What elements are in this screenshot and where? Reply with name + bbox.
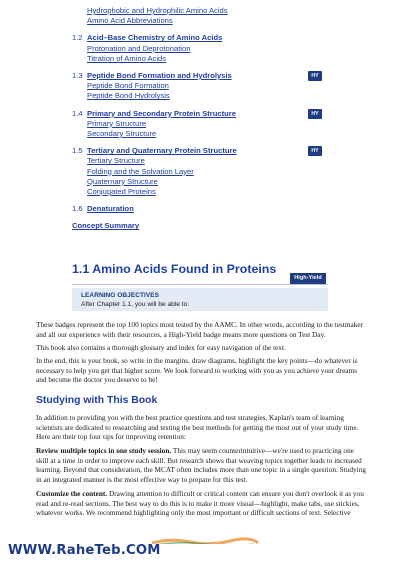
heading-divider: [72, 284, 328, 285]
chapter-heading: 1.1 Amino Acids Found in Proteins: [72, 262, 277, 276]
tip-text: This may seem counterintuitive—we're used to practicing one skill at a time in order to improve each skill. But research shows that weaving topics together leads to increased learning. Beyond that consideration, the MCAT often includes more than one topic in a single question. Studying in an integrated manner is the most effective way to prepare for this test.: [36, 446, 366, 485]
paragraph-tip-multiple-topics: [36, 446, 366, 485]
toc-section-number: 1.2: [72, 33, 83, 43]
toc-section-number: 1.6: [72, 204, 83, 214]
toc-link-titration[interactable]: Titration of Amino Acids: [87, 53, 167, 63]
toc-section-1-2: [72, 33, 332, 43]
paragraph-intro-tips: In addition to providing you with the best practice questions and test strategies, Kaplan's team of learning scientists are dedicated to researching and testing the best methods for getting the most out of your study time. Here are their top four tips for improving retention:: [36, 413, 359, 442]
high-yield-icon: HY: [308, 109, 322, 119]
toc-section-number: 1.3: [72, 71, 83, 81]
toc-link-secondary-structure[interactable]: Secondary Structure: [87, 129, 157, 139]
paragraph-tip-customize: [36, 489, 366, 518]
toc-link-tertiary-structure[interactable]: Tertiary Structure: [87, 156, 145, 166]
toc-link-conjugated-proteins[interactable]: Conjugated Proteins: [87, 187, 156, 197]
toc-section-number: 1.4: [72, 108, 83, 118]
high-yield-badge: High-Yield: [290, 273, 326, 284]
toc-section-title[interactable]: Acid–Base Chemistry of Amino Acids: [87, 33, 223, 43]
high-yield-icon: HY: [308, 146, 322, 156]
paragraph-glossary: This book also contains a thorough glossary and index for easy navigation of the text.: [36, 343, 286, 352]
toc-link-protonation[interactable]: Protonation and Deprotonation: [87, 43, 191, 53]
toc-section-title[interactable]: Tertiary and Quaternary Protein Structure: [87, 146, 237, 156]
paragraph-badges: These badges represent the top 100 topics most tested by the AAMC. In other words, according to the testmaker and all our experience with their resources, a High-Yield badge means more questions on Test Day.: [36, 320, 364, 339]
toc-section-1-4: [72, 109, 332, 119]
watermark-brush-graphic: [150, 534, 260, 544]
learning-objectives-box: [72, 288, 328, 311]
toc-link-quaternary-structure[interactable]: Quaternary Structure: [87, 176, 158, 186]
tip-heading: Review multiple topics in one study session.: [36, 446, 172, 455]
toc-link-concept-summary[interactable]: Concept Summary: [72, 221, 140, 231]
tip-heading: Customize the content.: [36, 489, 108, 498]
toc-section-1-6: [72, 204, 332, 214]
toc-link-hydrophobic[interactable]: Hydrophobic and Hydrophilic Amino Acids: [87, 6, 228, 15]
toc-section-title[interactable]: Primary and Secondary Protein Structure: [87, 108, 236, 118]
toc-section-title[interactable]: Denaturation: [87, 204, 134, 214]
section-heading-studying: Studying with This Book: [36, 395, 158, 406]
toc-section-title[interactable]: Peptide Bond Formation and Hydrolysis: [87, 71, 232, 81]
toc-link-peptide-formation[interactable]: Peptide Bond Formation: [87, 81, 169, 91]
high-yield-icon: HY: [308, 71, 322, 81]
watermark-text: WWW.RaheTeb.COM: [8, 543, 161, 558]
toc-link-primary-structure[interactable]: Primary Structure: [87, 118, 147, 128]
table-of-contents: [72, 6, 332, 232]
paragraph-your-book: In the end, this is your book, so write in the margins, draw diagrams, highlight the key points—do whatever is necessary to help you get that higher score. We look forward to working with you as you achieve your dreams and become the doctor you deserve to be!: [36, 356, 358, 385]
toc-link-abbreviations[interactable]: Amino Acid Abbreviations: [87, 16, 173, 26]
learning-objectives-intro: After Chapter 1.1, you will be able to:: [81, 301, 190, 308]
toc-link-folding-solvation[interactable]: Folding and the Solvation Layer: [87, 166, 194, 176]
learning-objectives-heading: LEARNING OBJECTIVES: [81, 292, 160, 299]
tip-text: Drawing attention to difficult or critical content can ensure you don't overlook it as you read and re-read sections. The best way to do this is to make it more visual—highlight, make tabs, use stickies, whatever works. We recommend highlighting only the most important or difficult sections of text. Selective: [36, 489, 364, 518]
toc-link-peptide-hydrolysis[interactable]: Peptide Bond Hydrolysis: [87, 91, 170, 101]
toc-section-number: 1.5: [72, 146, 83, 156]
toc-section-1-3: [72, 71, 332, 81]
toc-section-1-5: [72, 146, 332, 156]
